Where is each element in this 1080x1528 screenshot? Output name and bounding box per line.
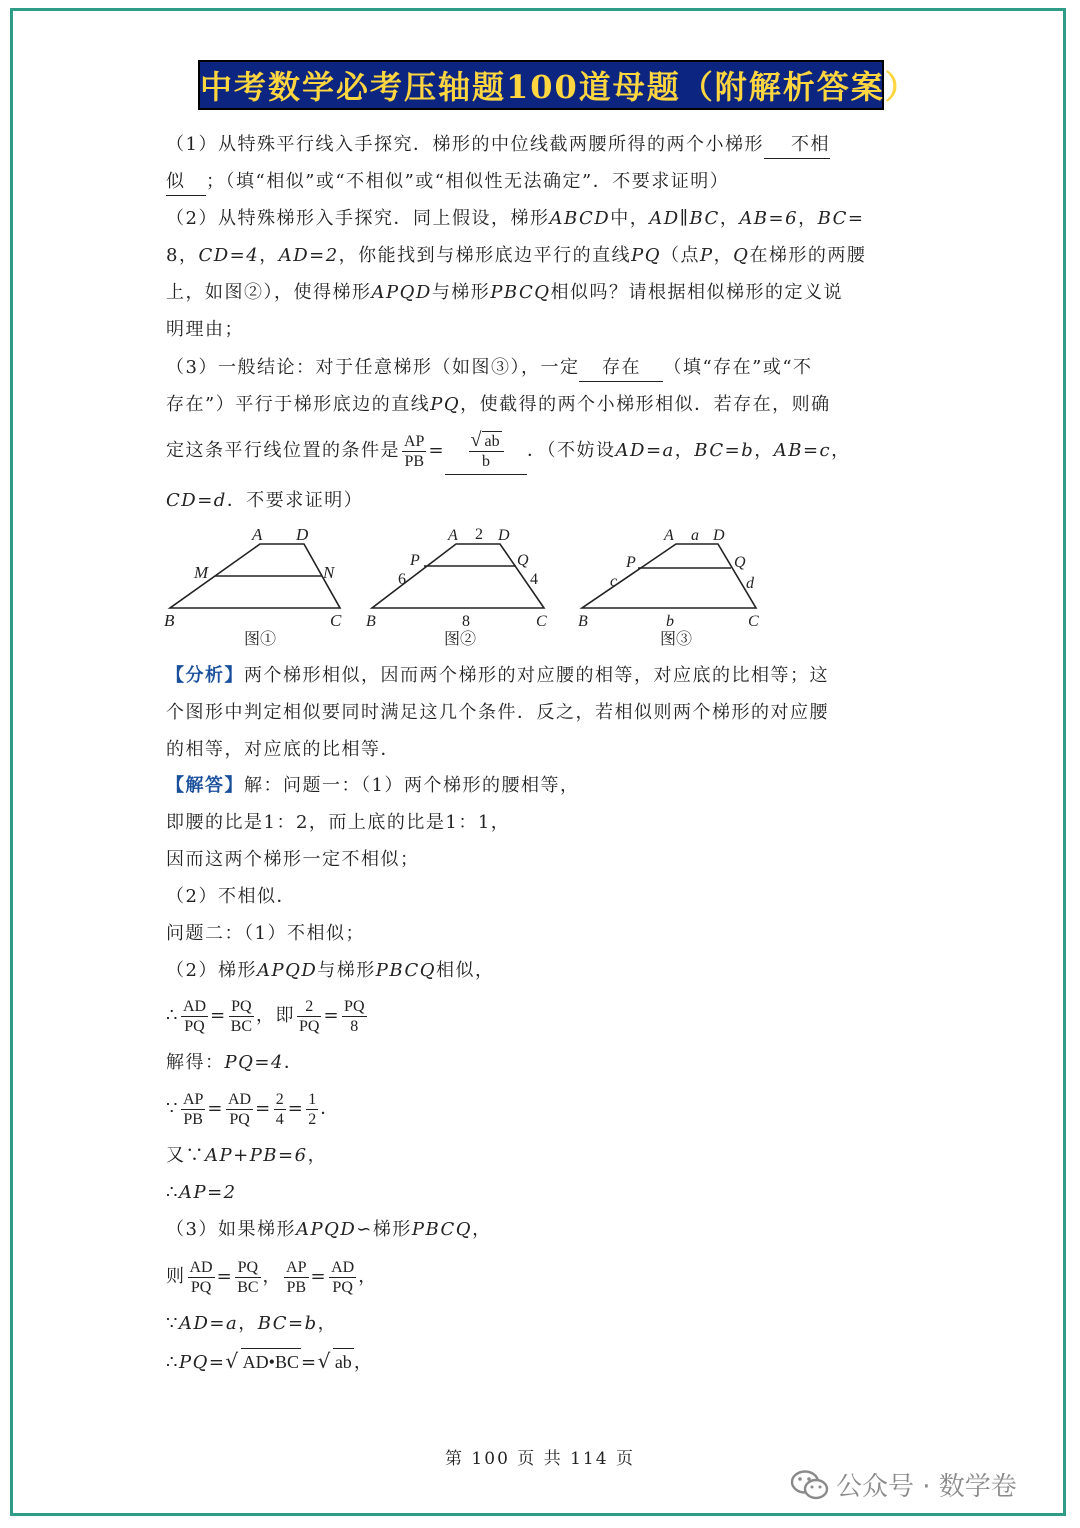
- text: ，: [798, 208, 818, 229]
- radicand: ab: [333, 1348, 354, 1375]
- fraction: [329, 1258, 356, 1297]
- numerator: AP: [182, 1090, 204, 1108]
- math: PBCQ: [490, 282, 551, 303]
- wechat-icon: [790, 1469, 830, 1501]
- numerator: PQ: [344, 997, 365, 1015]
- math: AP=2: [178, 1182, 237, 1203]
- denominator: BC: [230, 1017, 252, 1035]
- math: BC=: [817, 208, 865, 229]
- label-b: B: [366, 613, 376, 630]
- fraction: [306, 1090, 318, 1129]
- fraction: [229, 997, 254, 1036]
- text: 又∵: [166, 1145, 205, 1166]
- denominator: 8: [350, 1017, 359, 1035]
- text: ，: [353, 1352, 374, 1373]
- numerator: AP: [286, 1258, 307, 1276]
- solution-line-10: [166, 1143, 327, 1169]
- fraction: [226, 1090, 253, 1129]
- solution-line-11: [166, 1180, 237, 1206]
- figure-3-caption: 图③: [660, 631, 693, 648]
- math: CD=d: [166, 490, 227, 511]
- label-a: A: [448, 527, 458, 544]
- numerator: AP: [404, 432, 425, 450]
- text: 解得：: [166, 1052, 225, 1073]
- label-top-2: 2: [475, 526, 483, 543]
- label-right-4: 4: [530, 571, 538, 588]
- analysis-tag: 【分析】: [166, 665, 244, 686]
- text: =: [310, 1266, 328, 1287]
- denominator: PB: [404, 452, 425, 470]
- q3-line-3: [166, 428, 851, 475]
- fraction: [284, 1258, 308, 1297]
- text: ，: [831, 440, 851, 461]
- text: 8，: [166, 245, 199, 266]
- text: （3）如果梯形: [166, 1219, 296, 1240]
- math: APQD: [256, 960, 318, 981]
- numerator: AD: [331, 1258, 355, 1276]
- solution-line-3: 因而这两个梯形一定不相似；: [166, 849, 420, 870]
- label-b: B: [578, 613, 588, 630]
- label-d: D: [713, 527, 725, 544]
- text: （3）一般结论：对于任意梯形（如图③），一定: [166, 357, 580, 378]
- text: =: [207, 1098, 224, 1119]
- text: （2）梯形: [166, 960, 257, 981]
- math: APQD: [371, 282, 432, 303]
- label-b: B: [164, 611, 175, 630]
- text: 存在”）平行于梯形底边的直线: [166, 394, 431, 415]
- math: Q: [733, 245, 750, 266]
- numerator: PQ: [229, 997, 254, 1017]
- q2-line-2: [166, 243, 866, 269]
- denominator: PQ: [299, 1017, 320, 1035]
- numerator: AD: [228, 1090, 252, 1108]
- fraction: [235, 1258, 260, 1297]
- solution-line-13: [166, 1254, 378, 1300]
- math: PQ=4: [224, 1052, 284, 1073]
- numerator: AD: [182, 997, 207, 1015]
- text: 在梯形的两腰: [749, 245, 867, 266]
- text: 与梯形: [317, 960, 376, 981]
- text: ，: [472, 1219, 492, 1240]
- figure-1-labels: [164, 525, 342, 630]
- numerator: PQ: [235, 1258, 260, 1278]
- analysis-line-2: 个图形中判定相似要同时满足这几个条件．反之，若相似则两个梯形的对应腰: [166, 702, 829, 723]
- solution-line-4: （2）不相似．: [166, 886, 296, 907]
- math: AD=a: [178, 1313, 239, 1334]
- figures-svg: [160, 520, 780, 655]
- denominator: PB: [183, 1110, 203, 1128]
- text: =: [255, 1098, 272, 1119]
- label-bottom-8: 8: [462, 613, 470, 630]
- fraction: [342, 997, 366, 1036]
- text: ，: [307, 1145, 328, 1166]
- text: ∴: [166, 1352, 179, 1373]
- q1-text: （1）从特殊平行线入手探究．梯形的中位线截两腰所得的两个小梯形: [166, 134, 764, 155]
- text: ，即: [256, 1005, 295, 1026]
- solution-line-7: [166, 993, 369, 1039]
- math: PBCQ: [375, 960, 436, 981]
- text: 则: [166, 1266, 186, 1287]
- analysis-line-1: [166, 663, 829, 689]
- denominator: b: [482, 453, 491, 470]
- math: APQD: [295, 1219, 357, 1240]
- text: ∵: [166, 1313, 179, 1334]
- text: ∽梯形: [356, 1219, 412, 1240]
- figure-2-caption: 图②: [444, 631, 477, 648]
- text: ．: [320, 1098, 340, 1119]
- math: PQ: [430, 394, 461, 415]
- watermark: [790, 1466, 1017, 1503]
- solution-line-6: [166, 958, 494, 984]
- solution-line-1: [166, 773, 579, 799]
- q1-answer-blank: 不相: [764, 132, 830, 159]
- label-c: C: [330, 611, 342, 630]
- label-q: Q: [517, 552, 529, 569]
- math: AD=a: [615, 440, 675, 461]
- sqrt-sign: √: [470, 429, 482, 451]
- text: =: [287, 1098, 305, 1119]
- text: 相似吗？请根据相似梯形的定义说: [550, 282, 844, 303]
- label-d: D: [296, 525, 309, 544]
- q3-line-2: [166, 392, 831, 418]
- text: ∴: [166, 1182, 179, 1203]
- math: BC=b: [694, 440, 755, 461]
- denominator: PB: [286, 1278, 307, 1296]
- math: AB=6: [739, 208, 799, 229]
- fraction: [297, 997, 321, 1036]
- q3-line-4: [166, 488, 363, 514]
- text: ，你能找到与梯形底边平行的直线: [338, 245, 632, 266]
- text: ，: [719, 208, 740, 229]
- watermark-text: 公众号 · 数学卷: [836, 1472, 1017, 1502]
- because-sign: ∵: [166, 1098, 179, 1119]
- text: 两个梯形相似，因而两个梯形的对应腰的相等，对应底的比相等；这: [244, 665, 829, 686]
- text: =: [300, 1352, 318, 1373]
- label-left-c: c: [610, 573, 618, 590]
- q2-line-4: 明理由；: [166, 319, 244, 340]
- figure-3: [582, 544, 756, 608]
- label-bottom-b: b: [666, 613, 674, 630]
- text: ，: [754, 440, 774, 461]
- q2-line-1: [166, 206, 865, 232]
- label-q: Q: [734, 554, 746, 571]
- sqrt-sign: √: [317, 1349, 332, 1373]
- text: ，: [262, 1266, 283, 1287]
- numerator: 1: [308, 1090, 317, 1108]
- text: =: [216, 1266, 234, 1287]
- text: =: [210, 1005, 227, 1026]
- text: ．（不妨设: [527, 440, 616, 461]
- text: =: [428, 440, 446, 461]
- label-top-a: a: [691, 527, 699, 544]
- label-a: A: [664, 527, 674, 544]
- text: ．不要求证明）: [226, 490, 364, 511]
- denominator: PQ: [229, 1110, 250, 1128]
- denominator: 2: [308, 1110, 317, 1128]
- q1-text-2: ；（填“相似”或“不相似”或“相似性无法确定”．不要求证明）: [206, 171, 730, 192]
- fraction: [181, 997, 208, 1036]
- q2-line-3: [166, 280, 843, 306]
- sqrt-sign: √: [225, 1349, 240, 1373]
- analysis-line-3: 的相等，对应底的比相等．: [166, 739, 400, 760]
- page-footer: 第 100 页 共 114 页: [445, 1449, 635, 1469]
- math: PBCQ: [411, 1219, 473, 1240]
- text: =: [323, 1005, 341, 1026]
- label-m: M: [194, 563, 209, 582]
- q1-answer-blank-cont: 似: [166, 169, 206, 196]
- solution-line-15: [166, 1348, 373, 1376]
- denominator: PQ: [190, 1278, 212, 1296]
- text: 中，: [610, 208, 650, 229]
- text: ，: [674, 440, 695, 461]
- solution-tag: 【解答】: [166, 775, 244, 796]
- label-c: C: [536, 613, 547, 630]
- solution-line-5: 问题二：（1）不相似；: [166, 923, 365, 944]
- label-left-6: 6: [398, 571, 406, 588]
- math: AP+PB=6: [205, 1145, 308, 1166]
- solution-line-14: [166, 1311, 337, 1337]
- math: P: [700, 245, 714, 266]
- solution-line-12: [166, 1217, 492, 1243]
- math: ABCD: [549, 208, 611, 229]
- label-p: P: [410, 552, 420, 569]
- text: （2）从特殊梯形入手探究．同上假设，梯形: [166, 208, 550, 229]
- numerator: AD: [189, 1258, 213, 1276]
- math: CD=4: [198, 245, 260, 266]
- math: PQ=: [178, 1352, 226, 1373]
- text: 解：问题一：（1）两个梯形的腰相等，: [244, 775, 580, 796]
- trapezoid-figures: [160, 520, 780, 655]
- radicand: ab: [484, 433, 500, 450]
- denominator: PQ: [184, 1017, 205, 1035]
- page-title: 中考数学必考压轴题100道母题（附解析答案）: [198, 60, 884, 110]
- figure-2-labels: [366, 526, 547, 630]
- solution-line-9: [166, 1086, 340, 1132]
- math: AD∥BC: [649, 208, 720, 229]
- label-n: N: [323, 563, 335, 582]
- label-d: D: [498, 527, 510, 544]
- text: ，: [238, 1313, 258, 1334]
- text: ，: [259, 245, 279, 266]
- q1-line-2: [166, 169, 729, 196]
- q3-condition-blank: [445, 428, 527, 475]
- text: 与梯形: [431, 282, 491, 303]
- therefore-sign: ∴: [166, 1005, 179, 1026]
- solution-line-8: [166, 1050, 303, 1076]
- text: 定这条平行线位置的条件是: [166, 440, 400, 461]
- math: AD=2: [278, 245, 339, 266]
- q1-line-1: [166, 132, 830, 159]
- fraction: [188, 1258, 215, 1297]
- text: ．: [283, 1052, 304, 1073]
- denominator: BC: [237, 1278, 259, 1296]
- numerator: 2: [297, 997, 321, 1017]
- radicand: AD•BC: [241, 1348, 301, 1375]
- label-right-d: d: [746, 575, 754, 592]
- solution-line-2: 即腰的比是1：2，而上底的比是1：1，: [166, 812, 511, 833]
- text: ，使截得的两个小梯形相似．若存在，则确: [460, 394, 831, 415]
- math: PQ: [631, 245, 662, 266]
- denominator: PQ: [332, 1278, 353, 1296]
- q3-line-1: [166, 355, 813, 382]
- fraction: [181, 1090, 205, 1129]
- numerator: 2: [275, 1090, 284, 1108]
- numerator: [469, 431, 504, 452]
- fraction: [469, 431, 504, 471]
- label-a: A: [252, 525, 263, 544]
- trapezoid-abcd: [582, 544, 756, 608]
- math: AB=c: [773, 440, 832, 461]
- text: 相似，: [435, 960, 495, 981]
- text: ，: [358, 1266, 378, 1287]
- text: ，: [317, 1313, 338, 1334]
- figure-1-caption: 图①: [244, 631, 277, 648]
- text: 上，如图②），使得梯形: [166, 282, 372, 303]
- q3-answer-blank: 存在: [579, 355, 663, 382]
- text: （点: [661, 245, 701, 266]
- fraction: [274, 1090, 286, 1129]
- figure-3-labels: [578, 527, 759, 630]
- denominator: 4: [275, 1110, 284, 1128]
- label-c: C: [748, 613, 759, 630]
- text: ，: [713, 245, 734, 266]
- text: （填“存在”或“不: [663, 357, 813, 378]
- fraction: [402, 432, 426, 471]
- label-p: P: [626, 554, 636, 571]
- math: BC=b: [257, 1313, 318, 1334]
